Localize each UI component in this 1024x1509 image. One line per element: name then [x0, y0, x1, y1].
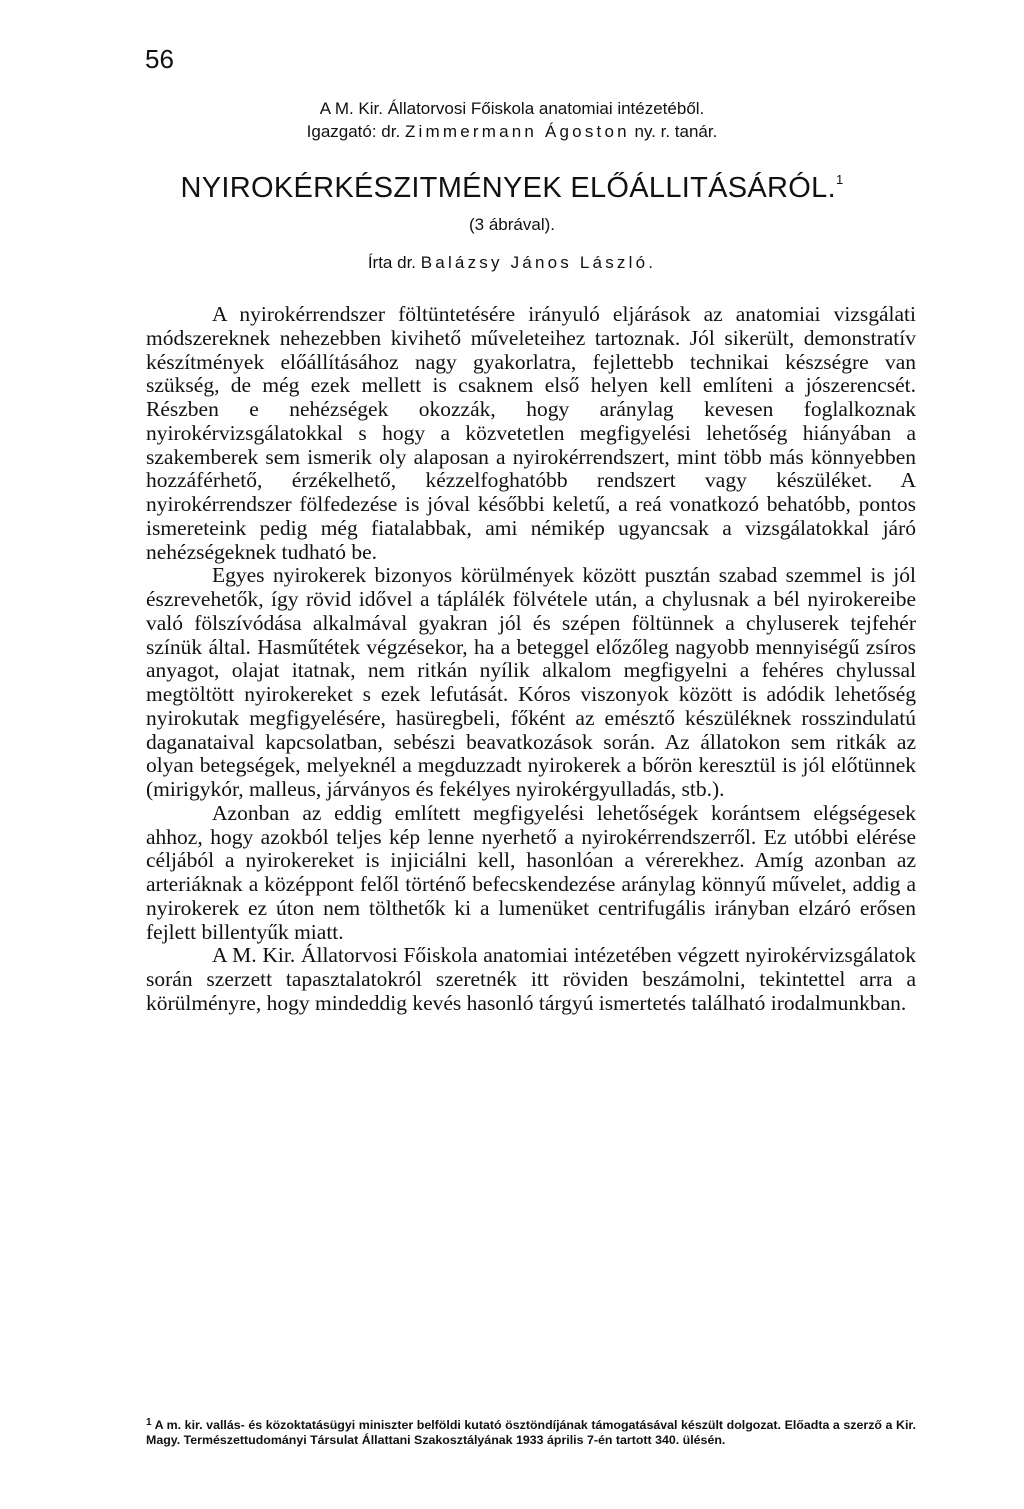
author-line	[0, 253, 1024, 273]
body-paragraph: A nyirokérrendszer föltüntetésére irányuló eljárások az anatomiai vizsgálati módszereknek nehezebben kivihető műveleteihez tartoznak. Jól sikerült, demonstratív készítmények előállításához nagy gyakorlatra, fejlettebb technikai készségre van szükség, de még ezek mellett is csaknem első helyen kell említeni a jószerencsét. Részben e nehézségek okozzák, hogy aránylag kevesen foglalkoznak nyirokérvizsgálatokkal s hogy a közvetetlen megfigyelési lehetőség hiányában a szakemberek sem ismerik oly alaposan a nyirokérrendszert, mint több más könnyebben hozzáférhető, érzékelhető, kézzelfoghatóbb rendszert vagy készüléket. A nyirokérrendszer fölfedezése is jóval későbbi keletű, a reá vonatkozó behatóbb, pontos ismereteink pedig még fiatalabbak, ami némikép ugyancsak a vizsgálatokkal járó nehézségeknek tudható be.	[146, 302, 916, 564]
body-paragraph: A M. Kir. Állatorvosi Főiskola anatomiai intézetében végzett nyirokérvizsgálatok során szerzett tapasztalatokról szeretnék itt röviden beszámolni, tekintettel arra a körülményre, hogy mindeddig kevés hasonló tárgyú ismertetés található irodalmunkban.	[146, 943, 916, 1015]
director-line	[0, 121, 1024, 143]
footnote	[146, 1415, 916, 1448]
director-suffix: ny. r. tanár.	[629, 122, 718, 141]
director-prefix: Igazgató: dr.	[306, 122, 405, 141]
institution-header: A M. Kir. Állatorvosi Főiskola anatomiai intézetéből.	[319, 99, 705, 118]
title-footnote-mark: 1	[835, 172, 844, 187]
author-name: Balázsy János László.	[420, 253, 657, 272]
body-paragraph: Egyes nyirokerek bizonyos körülmények között pusztán szabad szemmel is jól észrevehetők, így rövid idővel a táplálék fölvétele után, a chylusnak a bél nyirokereibe való fölszívódása alkalmával gyakran jól és szépen föltünnek a chyluserek tejfehér színük által. Hasműtétek végzésekor, ha a beteggel előzőleg nagyobb mennyiségű zsíros anyagot, olajat itatnak, nem ritkán nyílik alkalom megfigyelni a fehéres chylussal megtöltött nyirokereket s ezek lefutását. Kóros viszonyok között is adódik lehetőség nyirokutak megfigyelésére, hasüregbeli, főként az emésztő készüléknek rosszindulatú daganataival kapcsolatban, sebészi beavatkozások során. Az állatokon sem ritkák az olyan betegségek, melyeknél a megduzzadt nyirokerek a bőrön keresztül is jól előtünnek (mirigykór, malleus, járványos és fekélyes nyirokérgyulladás, stb.).	[146, 563, 916, 801]
body-paragraph: Azonban az eddig említett megfigyelési lehetőségek korántsem elégségesek ahhoz, hogy azokból teljes kép lenne nyerhető a nyirokérrendszerről. Ez utóbbi elérése céljából a nyirokereket is injiciálni kell, hasonlóan a vérerekhez. Amíg azonban az arteriáknak a középpont felől történő befecskendezése aránylag könnyű művelet, addig a nyirokerek ez úton nem tölthetők ki a lumenüket centrifugális irányban elzáró erősen fejlett billentyűk miatt.	[146, 800, 916, 944]
footnote-mark: 1	[146, 1417, 152, 1428]
article-body	[146, 303, 916, 1016]
author-prefix: Írta dr.	[367, 253, 421, 272]
article-title-text: NYIROKÉRKÉSZITMÉNYEK ELŐÁLLITÁSÁRÓL.	[180, 172, 836, 204]
article-subtitle: (3 ábrával).	[469, 215, 555, 234]
page-number: 56	[145, 44, 174, 74]
director-name: Zimmermann Ágoston	[404, 122, 630, 141]
footnote-text: A m. kir. vallás- és közoktatásügyi miniszter belföldi kutató ösztöndíjának támogatásával készült dolgozat. Előadta a szerző a Kir. Magy. Természettudományi Társulat Állattani Szakosztályának 1933 április 7-én tartott 340. ülésén.	[146, 1418, 916, 1447]
article-title	[0, 172, 1024, 205]
